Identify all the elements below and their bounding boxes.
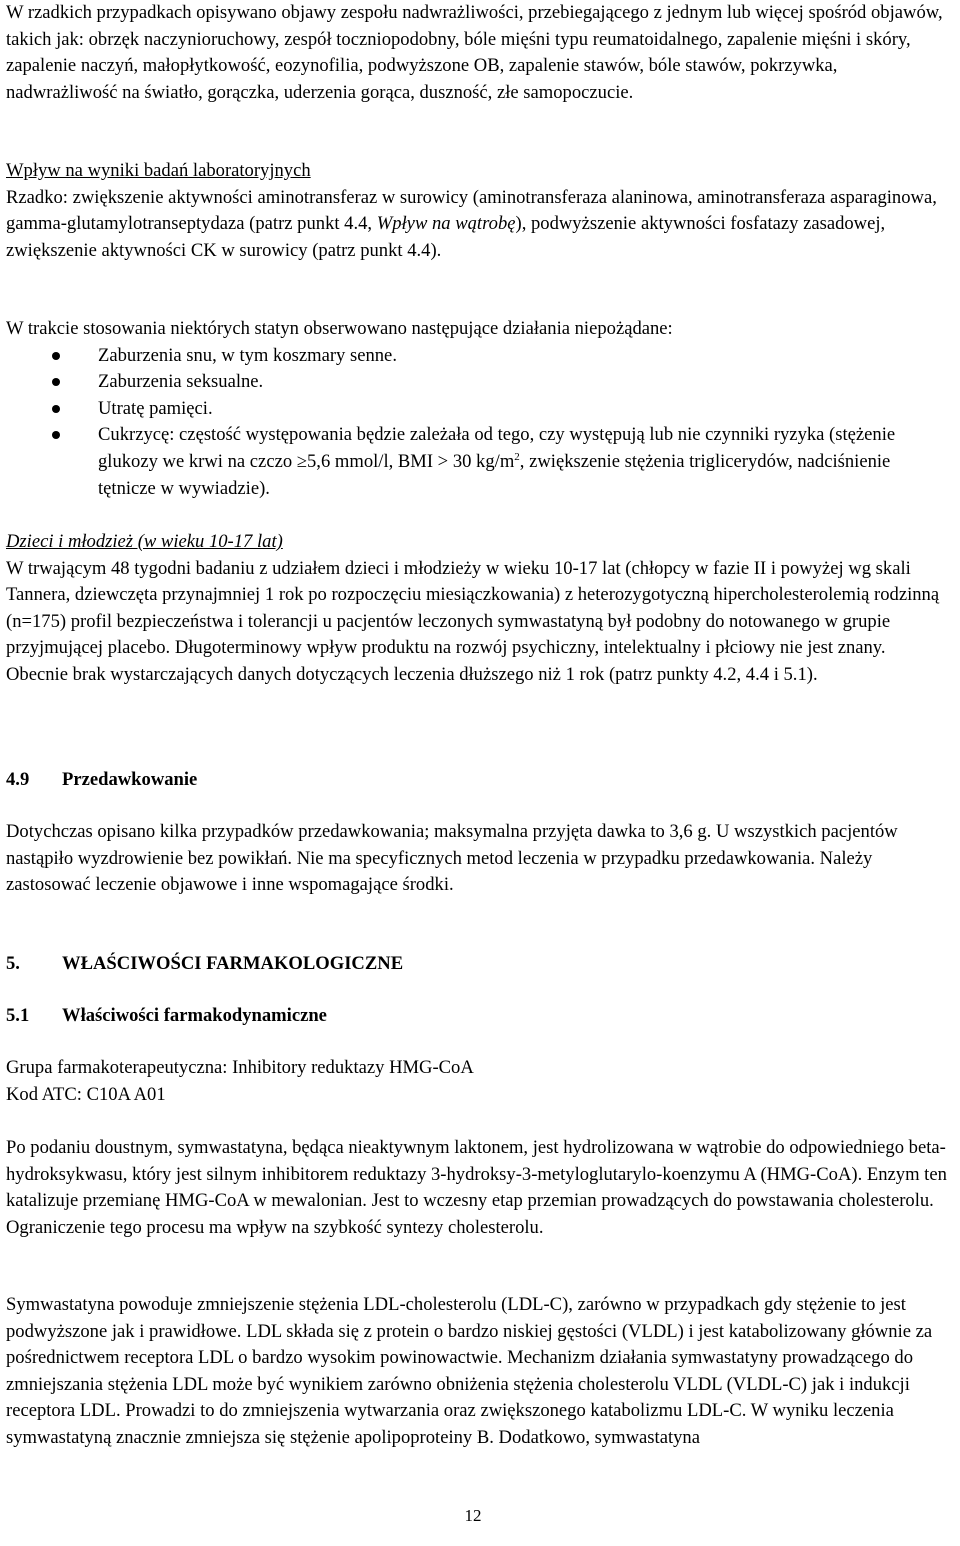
children-heading: Dzieci i młodzież (w wieku 10-17 lat) [6,531,283,552]
list-item-text: Zaburzenia seksualne. [98,371,264,393]
statins-section [6,316,952,502]
diabetes-symbol: ≥ [296,450,307,472]
list-item [6,396,952,423]
section-number: 5. [6,953,20,974]
overdose-paragraph: Dotychczas opisano kilka przypadków przedawkowania; maksymalna przyjęta dawka to 3,6 g. U wszystkich pacjentów nastąpiło wyzdrowienie bez powikłań. Nie ma specyficznych metod leczenia w przypadku przedawkowania. Należy zastosować leczenie objawowe i inne wspomagające środki. [6,821,898,896]
lab-text-b: ), podwyższenie aktywności fosfatazy zasadowej, zwiększenie aktywności CK w surowicy (patrz punkt 4.4). [6,213,886,261]
pharmacodynamics-paragraph-1: Po podaniu doustnym, symwastatyna, będąca nieaktywnym laktonem, jest hydrolizowana w wątrobie do odpowiedniego beta-hydroksykwasu, który jest silnym inhibitorem reduktazy 3-hydroksy-3-metyloglutarylo-koenzymu A (HMG-CoA). Enzym ten katalizuje przemianę HMG-CoA w mewalonian. Jest to wczesny etap przemian prowadzących do powstawania cholesterolu. Ograniczenie tego procesu ma wpływ na szybkość syntezy cholesterolu. [6,1137,947,1238]
pharmacotherapeutic-group: Grupa farmakoterapeutyczna: Inhibitory reduktazy HMG-CoA [6,1057,474,1078]
lab-text-a: Rzadko: zwiększenie aktywności aminotransferaz w surowicy (aminotransferaza alaninowa, aminotransferaza asparaginowa, gamma-glutamylotranseptydaza (patrz punkt 4.4, [6,186,937,235]
atc-block [6,1055,952,1108]
lab-text-italic: Wpływ na wątrobę [376,213,516,235]
list-item [6,369,952,396]
section-4-9-heading [6,767,197,794]
list-item [6,422,952,502]
bullet-icon [52,352,60,360]
lab-section [6,158,952,264]
children-section [6,529,952,689]
section-5-heading [6,951,403,978]
lab-paragraph [6,185,952,265]
bullet-icon [52,431,60,439]
list-item [6,343,952,370]
list-item-text: Utratę pamięci. [98,397,213,419]
section-number: 5.1 [6,1005,30,1026]
diabetes-text-c: , zwiększenie stężenia triglicerydów, nadciśnienie tętnicze w wywiadzie). [98,450,891,499]
diabetes-text-a: Cukrzycę: częstość występowania będzie zależała od tego, czy występują lub nie czynniki ryzyka (stężenie glukozy we krwi na czczo [98,424,896,472]
page-number: 12 [464,1506,482,1525]
pharmacodynamics-paragraph-2: Symwastatyna powoduje zmniejszenie stężenia LDL-cholesterolu (LDL-C), zarówno w przypadkach gdy stężenie to jest podwyższone jak i prawidłowe. LDL składa się z protein o bardzo niskiej gęstości (VLDL) i jest katabolizowany głównie za pośrednictwem receptora LDL o bardzo wysokim powinowactwie. Mechanizm działania symwastatyny prowadzącego do zmniejszania stężenia LDL może być wynikiem zarówno obniżenia stężenia cholesterolu VLDL (VLDL-C) jak i indukcji receptora LDL. Prowadzi to do zmniejszenia wytwarzania oraz zwiększonego katabolizmu LDL-C. W wyniku leczenia symwastatyną znacznie zmniejsza się stężenie apolipoproteiny B. Dodatkowo, symwastatyna [6,1294,933,1448]
diabetes-text-b: 5,6 mmol/l, BMI > 30 kg/m [307,450,515,472]
children-paragraph: W trwającym 48 tygodni badaniu z udziałem dzieci i młodzieży w wieku 10-17 lat (chłopcy w fazie II i powyżej wg skali Tannera, dziewczęta przynajmniej 1 rok po rozpoczęciu miesiączkowania) z heterozygotyczną hipercholesterolemią rodzinną (n=175) profil bezpieczeństwa i tolerancji u pacjentów leczonych symwastatyną był podobny do notowanego w grupie przyjmującej placebo. Długoterminowy wpływ produktu na rozwój psychiczny, intelektualny i płciowy nie jest znany. Obecnie brak wystarczających danych dotyczących leczenia dłuższego niż 1 rok (patrz punkty 4.2, 4.4 i 5.1). [6,557,940,685]
section-title: Właściwości farmakodynamiczne [62,1005,327,1026]
lab-heading: Wpływ na wyniki badań laboratoryjnych [6,160,311,181]
section-number: 4.9 [6,769,30,790]
atc-code: Kod ATC: C10A A01 [6,1083,166,1105]
bullet-icon [52,378,60,386]
section-title: WŁAŚCIWOŚCI FARMAKOLOGICZNE [62,953,404,974]
section-5-1-heading [6,1003,327,1030]
statins-intro: W trakcie stosowania niektórych statyn obserwowano następujące działania niepożądane: [6,318,673,339]
section-title: Przedawkowanie [62,769,198,790]
list-item-text: Zaburzenia snu, w tym koszmary senne. [98,344,397,366]
hypersensitivity-paragraph: W rzadkich przypadkach opisywano objawy zespołu nadwrażliwości, przebiegającego z jednym lub więcej spośród objawów, takich jak: obrzęk naczynioruchowy, zespół toczniopodobny, bóle mięśni typu reumatoidalnego, zapalenie mięśni i skóry, zapalenie naczyń, małopłytkowość, eozynofilia, podwyższone OB, zapalenie stawów, bóle stawów, pokrzywka, nadwrażliwość na światło, gorączka, uderzenia gorąca, duszność, złe samopoczucie. [6,2,943,103]
bullet-icon [52,405,60,413]
diabetes-superscript: 2 [514,450,520,463]
statins-list [6,343,952,503]
